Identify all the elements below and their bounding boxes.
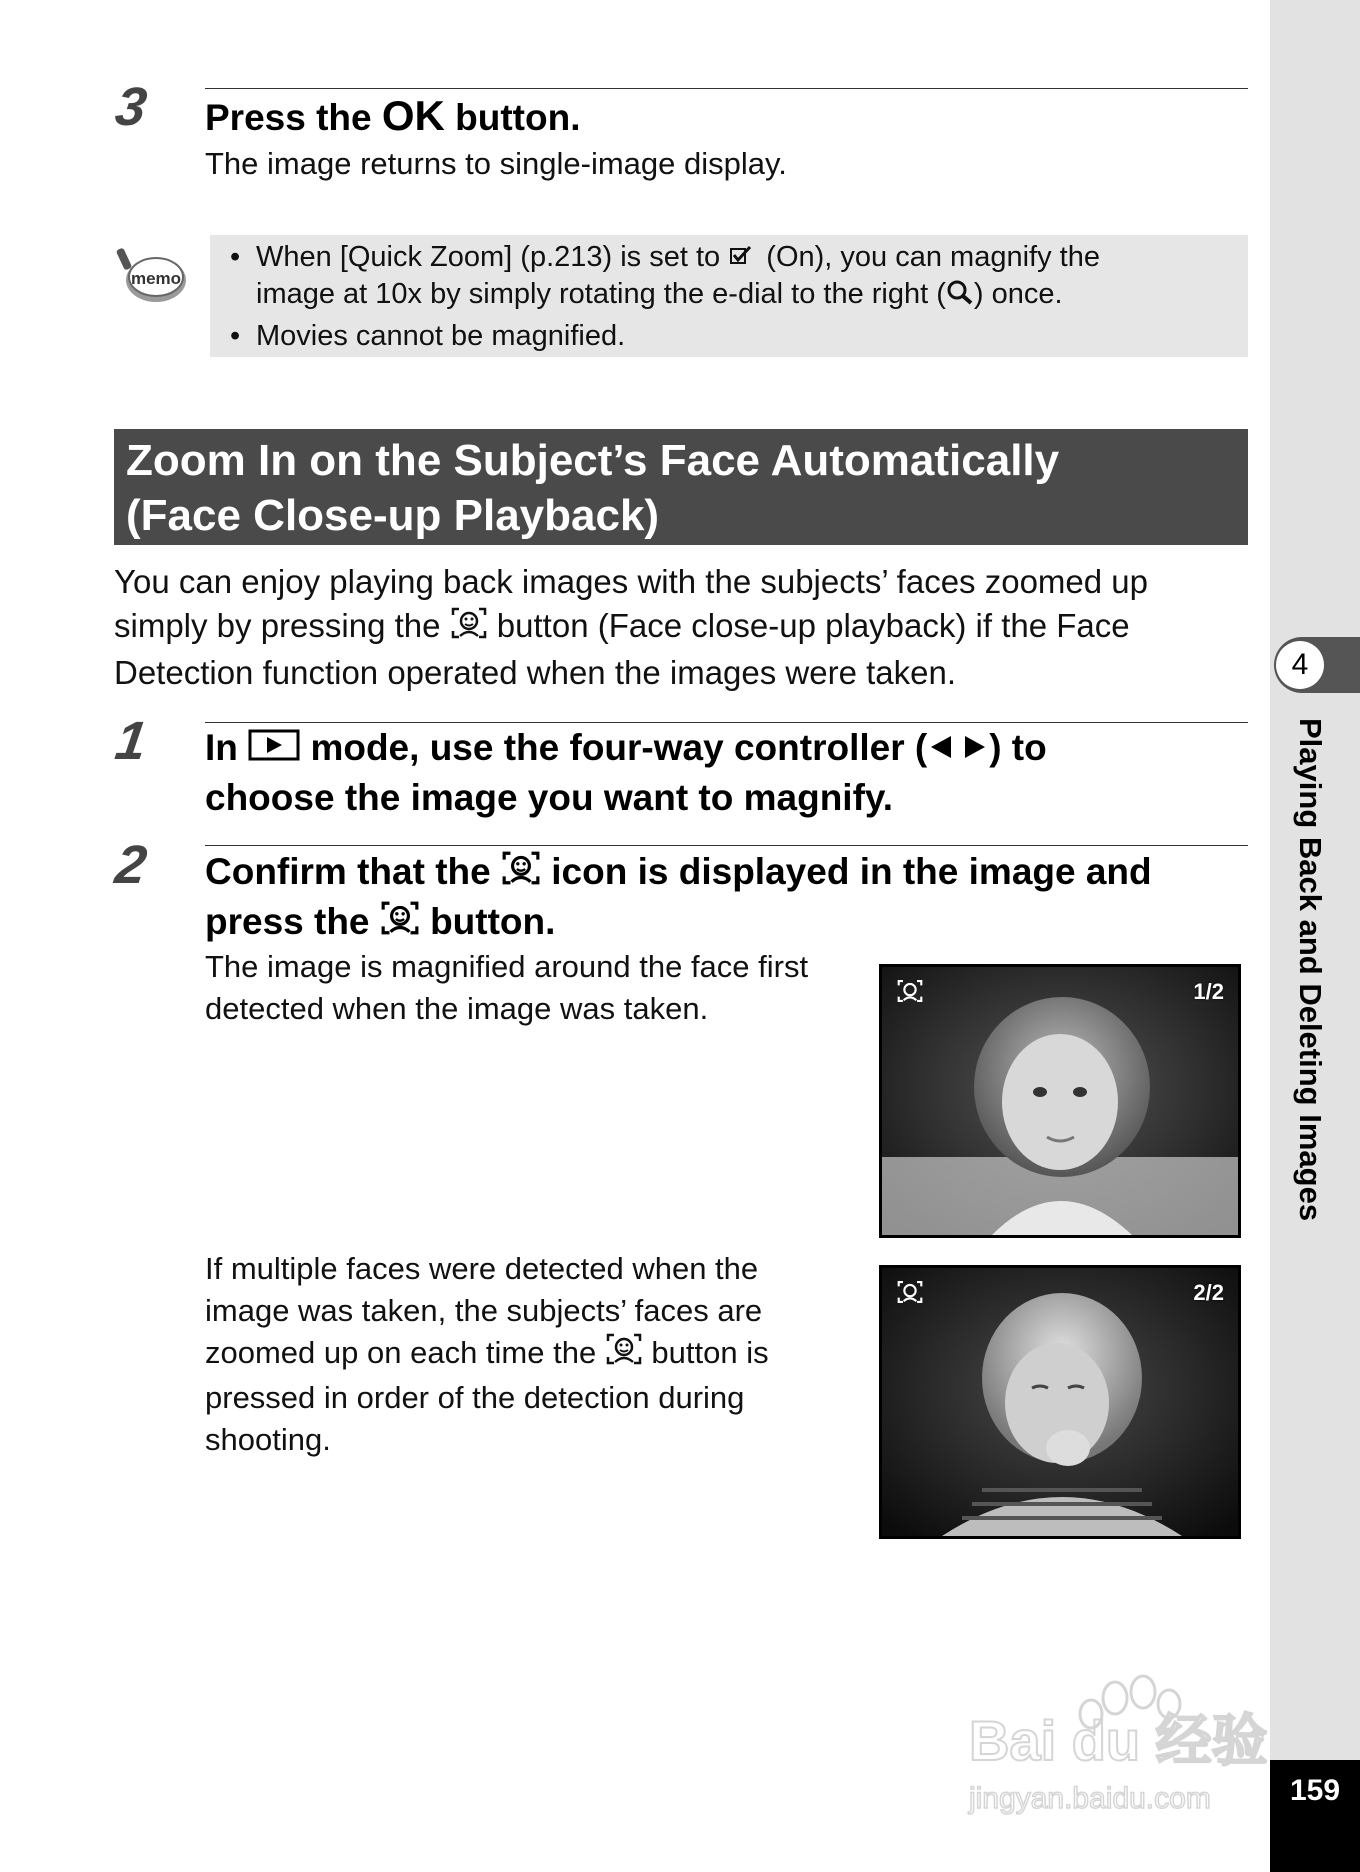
intro-line-1: You can enjoy playing back images with the subjects’ faces zoomed up [114, 563, 1149, 600]
step-1-line-1 [205, 724, 1047, 774]
step-2-body-1 [205, 946, 808, 1030]
step-2-line-1-a: Confirm that the [205, 851, 501, 892]
section-heading [114, 429, 1248, 545]
memo-item-2-text: Movies cannot be magnified. [256, 319, 626, 352]
step-2-line-2-a: press the [205, 901, 380, 943]
step-3-body: The image returns to single-image display. [205, 146, 787, 181]
memo-item-1-text-b: (On), you can magnify the [758, 241, 1100, 273]
intro-line-2 [114, 604, 1148, 651]
step-1-number: 1 [111, 711, 151, 771]
step-2-body-2-line-1: If multiple faces were detected when the [205, 1251, 759, 1286]
step-2-title [205, 848, 1152, 948]
magnify-icon [946, 278, 974, 314]
step-2-body-2 [205, 1248, 769, 1461]
step-1-rule [205, 722, 1248, 723]
face-detection-icon [501, 850, 541, 898]
step-3-title-text: Press the [205, 97, 382, 138]
intro-line-2-b: button (Face close-up playback) if the Face [487, 607, 1130, 644]
step-2-line-2-b: button. [419, 901, 556, 943]
page-number: 159 [1270, 1760, 1360, 1872]
step-2-line-1 [205, 848, 1152, 898]
step-1-line-1-a: In [205, 727, 249, 768]
step-1-line-1-b: mode, use the four-way controller ( [300, 727, 928, 768]
memo-item-1-text-d: ) once. [973, 278, 1063, 311]
face-closeup-photo-1 [879, 964, 1241, 1238]
watermark-brand: Bai du 经验 [969, 1709, 1268, 1772]
memo-item-2: • Movies cannot be magnified. [230, 319, 626, 352]
section-title-line-2: (Face Close-up Playback) [126, 491, 660, 540]
face-button-icon [450, 606, 488, 651]
face-icon-overlay [896, 1280, 924, 1309]
step-3-number: 3 [111, 77, 151, 137]
chapter-number: 4 [1276, 641, 1324, 689]
step-1-line-1-c: ) to [989, 727, 1047, 768]
step-2-rule [205, 845, 1248, 846]
intro-line-3: Detection function operated when the images were taken. [114, 653, 957, 691]
memo-icon-label: memo [130, 269, 182, 288]
face-button-icon [380, 900, 420, 948]
face-button-icon [605, 1332, 643, 1377]
playback-mode-icon [248, 726, 300, 774]
step-3-title-text-end: button. [444, 97, 581, 138]
step-2-body-2-line-3 [205, 1332, 769, 1377]
photo-2-counter: 2/2 [1193, 1280, 1224, 1305]
photo-1-counter: 1/2 [1193, 979, 1224, 1004]
step-3-rule [205, 88, 1248, 89]
memo-item-1-text-c: image at 10x by simply rotating the e-dial to the right ( [256, 278, 946, 311]
step-2-line-2 [205, 898, 1152, 948]
step-2-body-1-line-2: detected when the image was taken. [205, 991, 709, 1026]
step-2-body-2-line-3-b: button is [642, 1335, 769, 1370]
face-closeup-photo-2 [879, 1265, 1241, 1539]
memo-box [210, 235, 1248, 357]
step-2-body-2-line-3-a: zoomed up on each time the [205, 1335, 605, 1370]
watermark-url: jingyan.baidu.com [969, 1782, 1211, 1815]
memo-item-1: • When [Quick Zoom] (p.213) is set to (On), you can magnify the image at 10x by simply rotating the e-dial to the right ( ) once. [210, 239, 1248, 314]
memo-icon [116, 244, 188, 308]
intro-line-2-a: simply by pressing the [114, 607, 450, 644]
step-2-body-1-line-1: The image is magnified around the face first [205, 949, 809, 984]
step-2-body-2-line-4: pressed in order of the detection during [205, 1380, 745, 1416]
step-3-title [205, 92, 580, 142]
step-2-body-2-line-5: shooting. [205, 1422, 331, 1458]
chapter-title-vertical [1280, 718, 1340, 1298]
face-icon-overlay [896, 979, 924, 1008]
intro-paragraph [114, 560, 1148, 695]
memo-item-1-text-a: When [Quick Zoom] (p.213) is set to [256, 241, 729, 273]
section-title-line-1: Zoom In on the Subject’s Face Automatically [126, 436, 1060, 485]
step-2-line-1-b: icon is displayed in the image and [540, 851, 1152, 892]
step-2-body-2-line-2: image was taken, the subjects’ faces are [205, 1293, 763, 1328]
step-2-number: 2 [111, 835, 151, 895]
checkbox-on-icon [728, 240, 758, 276]
left-right-arrows-icon [927, 726, 989, 774]
step-1-line-2: choose the image you want to magnify. [205, 777, 894, 819]
ok-label: OK [381, 92, 445, 139]
chapter-title: Playing Back and Deleting Images [1293, 718, 1328, 1222]
baidu-watermark [965, 1668, 1285, 1828]
step-1-title [205, 724, 1047, 822]
